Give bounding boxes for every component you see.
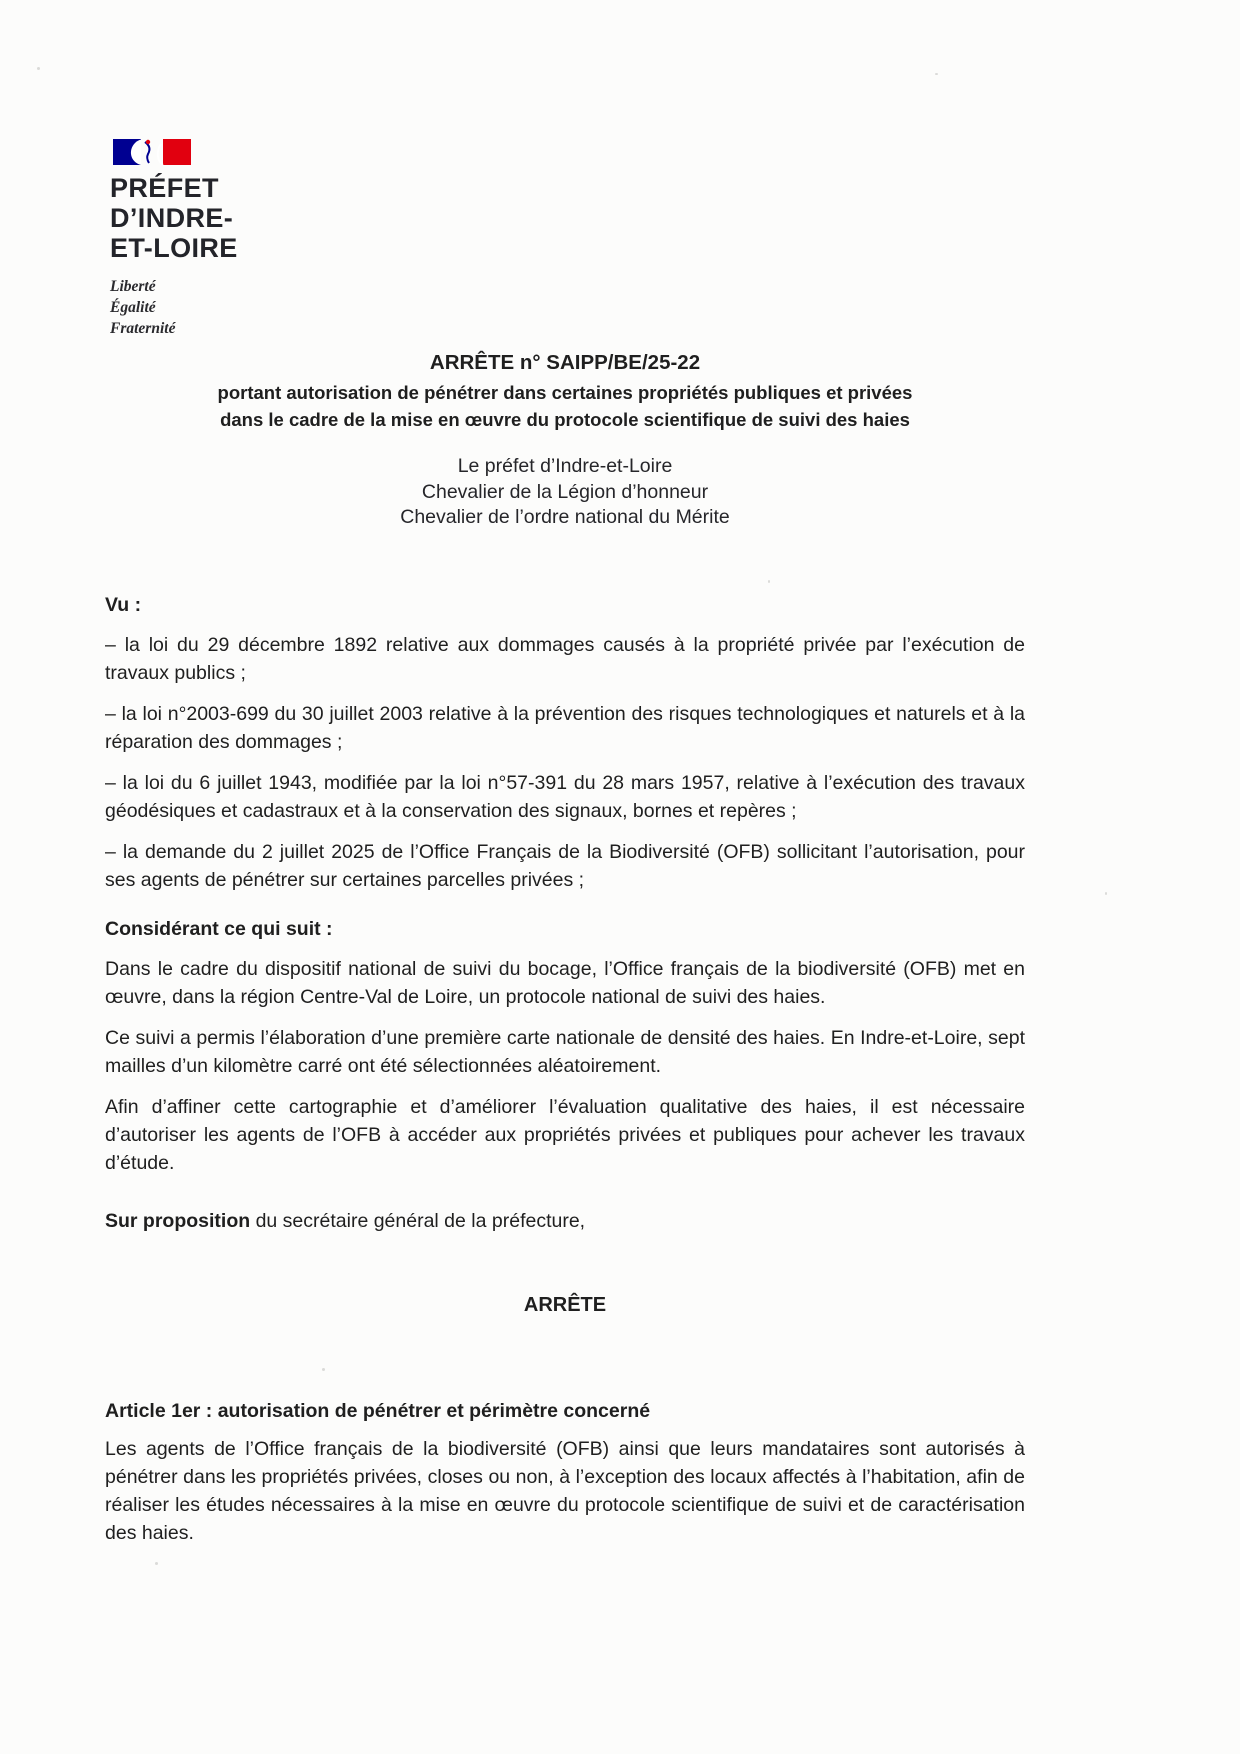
republic-motto xyxy=(110,276,238,339)
arrete-heading: ARRÊTE xyxy=(523,1294,607,1316)
prefect-name-line: ET-LOIRE xyxy=(110,233,238,263)
issuer-line: Chevalier de l’ordre national du Mérite xyxy=(400,506,730,528)
prefect-name-line: D’INDRE- xyxy=(110,203,234,233)
prefect-name xyxy=(110,173,238,263)
decree-subtitle-line: portant autorisation de pénétrer dans certaines propriétés publiques et privées xyxy=(217,382,913,403)
considerant-paragraph: Dans le cadre du dispositif national de suivi du bocage, l’Office français de la biodiversité (OFB) met en œuvre, dans la région Centre-Val de Loire, un protocole national de suivi des haies. xyxy=(105,958,1025,1008)
prefecture-header xyxy=(110,138,238,339)
issuer-line: Le préfet d’Indre-et-Loire xyxy=(457,455,673,477)
considerant-paragraph: Afin d’affiner cette cartographie et d’améliorer l’évaluation qualitative des haies, il est nécessaire d’autoriser les agents de l’OFB à accéder aux propriétés privées et publiques pour achever les travaux d’étude. xyxy=(105,1096,1025,1174)
scan-speck xyxy=(1105,892,1107,895)
proposition-line xyxy=(105,1208,1025,1235)
scan-speck xyxy=(360,1224,362,1228)
motto-line: Égalité xyxy=(110,299,156,316)
issuer-line: Chevalier de la Légion d’honneur xyxy=(421,480,709,503)
vu-section xyxy=(105,592,1025,894)
prefect-name-line: PRÉFET xyxy=(110,173,219,203)
proposition-rest: du secrétaire général de la préfecture, xyxy=(250,1210,586,1232)
decree-number: ARRÊTE n° SAIPP/BE/25-22 xyxy=(429,351,701,374)
motto-line: Liberté xyxy=(110,278,156,295)
scan-speck xyxy=(768,580,770,583)
issuing-authority xyxy=(105,454,1025,531)
french-flag-marianne-icon xyxy=(112,138,192,167)
article-1-paragraph: Les agents de l’Office français de la biodiversité (OFB) ainsi que leurs mandataires sont autorisés à pénétrer dans les propriétés privées, closes ou non, à l’exception des locaux affectés à l’habitation, afin de réaliser les études nécessaires à la mise en œuvre du protocole scientifique de suivi et de caractérisation des haies. xyxy=(105,1438,1025,1544)
considerant-section xyxy=(105,916,1025,1177)
vu-item: – la loi n°2003-699 du 30 juillet 2003 relative à la prévention des risques technologiques et naturels et à la réparation des dommages ; xyxy=(105,703,1025,753)
decree-title xyxy=(105,349,1025,433)
vu-heading: Vu : xyxy=(105,594,142,616)
vu-item: – la loi du 6 juillet 1943, modifiée par la loi n°57-391 du 28 mars 1957, relative à l’exécution des travaux géodésiques et cadastraux et à la conservation des signaux, bornes et repères ; xyxy=(105,772,1025,822)
scan-speck xyxy=(322,1368,325,1371)
scan-speck xyxy=(155,1562,158,1565)
considerant-paragraph: Ce suivi a permis l’élaboration d’une première carte nationale de densité des haies. En Indre-et-Loire, sept mailles d’un kilomètre carré ont été sélectionnées aléatoirement. xyxy=(105,1027,1025,1077)
scan-speck xyxy=(37,67,40,70)
article-1-section xyxy=(105,1398,1025,1547)
decree-subtitle-line: dans le cadre de la mise en œuvre du protocole scientifique de suivi des haies xyxy=(220,409,910,430)
scan-speck xyxy=(935,73,938,75)
considerant-heading: Considérant ce qui suit : xyxy=(105,918,333,940)
motto-line: Fraternité xyxy=(110,320,176,337)
proposition-lead: Sur proposition xyxy=(105,1210,251,1232)
article-1-heading: Article 1er : autorisation de pénétrer et périmètre concerné xyxy=(105,1400,651,1422)
vu-item: – la loi du 29 décembre 1892 relative aux dommages causés à la propriété privée par l’exécution de travaux publics ; xyxy=(105,634,1025,684)
vu-item: – la demande du 2 juillet 2025 de l’Office Français de la Biodiversité (OFB) sollicitant l’autorisation, pour ses agents de pénétrer sur certaines parcelles privées ; xyxy=(105,841,1025,891)
